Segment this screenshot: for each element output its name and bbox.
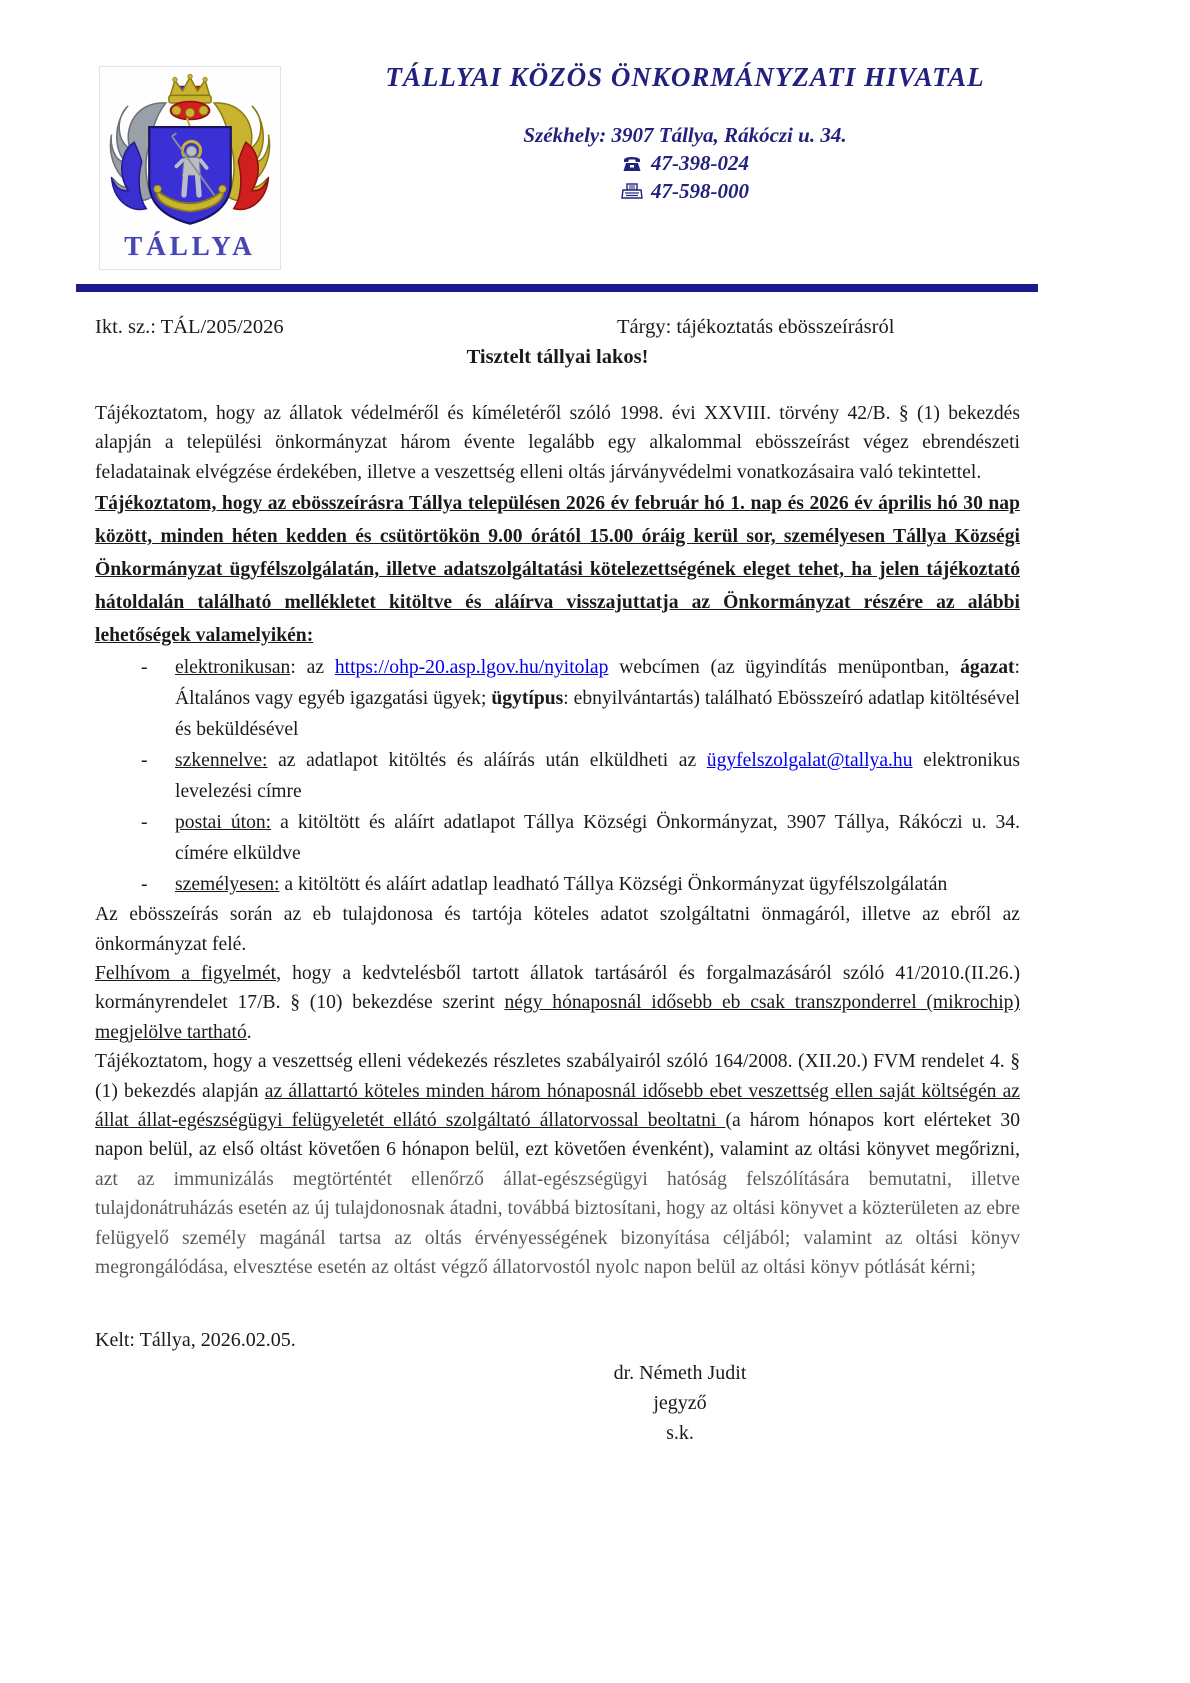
signature-block — [515, 1358, 845, 1448]
list-item-postal — [95, 807, 1020, 869]
option-text: a kitöltött és aláírt adatlapot Tállya Községi Önkormányzat, 3907 Tállya, Rákóczi u. 34. címére elküldve — [175, 812, 1020, 865]
logo-caption: TÁLLYA — [124, 231, 256, 261]
microchip-rule: négy hónaposnál idősebb eb csak transzponderrel (mikrochip) megjelölve tartható — [95, 992, 1020, 1043]
signer-name: dr. Németh Judit — [613, 1361, 747, 1384]
option-text: : az — [290, 657, 335, 679]
option-text: webcímen (az ügyindítás menüpontban, — [608, 657, 961, 679]
paragraph-text: , hogy a kedvtelésből tartott állatok tartásáról és forgalmazásáról szóló 41/2010.(II.26.) kormányrendelet 17/B. § (10) bekezdése szerint — [95, 963, 1020, 1014]
paragraph-legal-basis: Tájékoztatom, hogy az állatok védelméről és kíméletéről szóló 1998. évi XXVIII. törvény 42/B. § (1) bekezdés alapján a települési önkormányzat három évente legalább egy alkalommal ebösszeírást végez ebrendészeti feladatainak elvégzése érdekében, illetve a veszettség elleni oltás járványvédelmi vonatkozásaira való tekintettel. — [95, 403, 1020, 483]
list-dash: - — [141, 750, 148, 772]
paragraph-census-schedule: Tájékoztatom, hogy az ebösszeírásra Tállya településen 2026 év február hó 1. nap és 2026 év április hó 30 nap között, minden héten kedden és csütörtökön 9.00 órától 15.00 óráig kerül sor, személyesen Tállya Községi Önkormányzat ügyfélszolgálatán, illetve adatszolgáltatási kötelezettségének eleget tehet, ha jelen tájékoztató hátoldalán található mellékletet kitöltve és aláírva visszajuttatja az Önkormányzat részére az alábbi lehetőségek valamelyikén: — [95, 493, 1020, 647]
salutation: Tisztelt tállyai lakos! — [466, 346, 649, 368]
fax-icon — [621, 183, 643, 200]
option-text: : ebnyilvántartás) található Ebösszeíró adatlap kitöltésével és beküldésével — [175, 688, 1020, 741]
signer-title: jegyző — [653, 1391, 707, 1414]
option-lead: postai úton: — [175, 812, 272, 834]
list-dash: - — [141, 812, 148, 834]
option-text: elektronikus levelezési címre — [175, 750, 1020, 803]
paragraph-rabies-vaccination — [95, 1047, 1020, 1282]
paragraph-text: . — [246, 1021, 252, 1043]
letterhead-text — [290, 62, 1080, 204]
tallya-coat-of-arms — [107, 71, 273, 233]
option-lead: elektronikusan — [175, 657, 291, 679]
municipality-logo — [99, 66, 281, 270]
reference-number: Ikt. sz.: TÁL/205/2026 — [95, 316, 284, 338]
vaccination-obligation: az állattartó köteles minden három hónaposnál idősebb ebet veszettség ellen saját költségén az állat állat-egészségügyi felügyeletét ellátó szolgáltató állatorvossal beoltatni — [95, 1080, 1021, 1132]
list-dash: - — [141, 657, 148, 679]
fax-number: 47-598-000 — [651, 179, 749, 203]
vaccination-details-gray: azt az immunizálás megtörténtét ellenőrző állat-egészségügyi hatóság felszólítására bemutatni, illetve tulajdonátruházás esetén az új tulajdonosnak átadni, továbbá biztosítani, hogy az oltási könyvet a közterületen az ebre felügyelő személy magánál tartsa az oltás érvényességének bizonyítása céljából; valamint az oltási könyv megrongálódása, elvesztése esetén az oltást végző állatorvostól nyolc napon belül az oltási könyv pótlását kérni; — [95, 1168, 1020, 1279]
ohp-portal-link[interactable]: https://ohp-20.asp.lgov.hu/nyitolap — [334, 657, 609, 679]
signer-sk: s.k. — [666, 1421, 694, 1444]
list-item-scanned — [95, 745, 1020, 807]
paragraph-microchip — [95, 959, 1020, 1047]
attention-lead: Felhívom a figyelmét — [95, 963, 277, 985]
list-dash: - — [141, 874, 148, 896]
office-address: Székhely: 3907 Tállya, Rákóczi u. 34. — [523, 123, 847, 147]
paragraph-data-obligation: Az ebösszeírás során az eb tulajdonosa és tartója köteles adatot szolgáltatni önmagáról, illetve az ebről az önkormányzat felé. — [95, 904, 1020, 955]
office-name: TÁLLYAI KÖZÖS ÖNKORMÁNYZATI HIVATAL — [385, 62, 985, 92]
paragraph-text: Tájékoztatom, hogy a veszettség elleni védekezés részletes szabályairól szóló 164/2008. (XII.20.) FVM rendelet 4. § (1) bekezdés alapján — [95, 1051, 1020, 1102]
ugytipus-label: ügytípus — [491, 688, 564, 710]
letter-body — [95, 399, 1020, 1283]
option-lead: szkennelve: — [175, 750, 268, 772]
letterhead — [0, 62, 1190, 274]
option-lead: személyesen: — [175, 874, 280, 896]
option-text: : Általános vagy egyéb igazgatási ügyek; — [175, 657, 1020, 710]
option-text: az adatlapot kitöltés és aláírás után elküldheti az — [267, 750, 707, 772]
agazat-label: ágazat — [960, 657, 1015, 679]
list-item-electronic — [95, 652, 1020, 745]
fax-line — [290, 179, 1080, 204]
subject-line: Tárgy: tájékoztatás ebösszeírásról — [617, 316, 895, 338]
date-line: Kelt: Tállya, 2026.02.05. — [95, 1328, 296, 1351]
meta-row — [95, 316, 1020, 344]
telephone-icon — [621, 155, 643, 172]
header-divider — [76, 284, 1038, 292]
email-link[interactable]: ügyfelszolgalat@tallya.hu — [706, 750, 913, 772]
list-item-in-person — [95, 869, 1020, 900]
option-text: a kitöltött és aláírt adatlap leadható Tállya Községi Önkormányzat ügyfélszolgálatán — [279, 874, 948, 896]
phone-number: 47-398-024 — [651, 151, 749, 175]
paragraph-text: (a három hónapos kort elérteket 30 napon belül, az első oltást követően 6 hónapon belül, ezt követően évenként), valamint az oltási könyvet megőrizni, — [95, 1110, 1020, 1161]
phone-line — [290, 151, 1080, 176]
